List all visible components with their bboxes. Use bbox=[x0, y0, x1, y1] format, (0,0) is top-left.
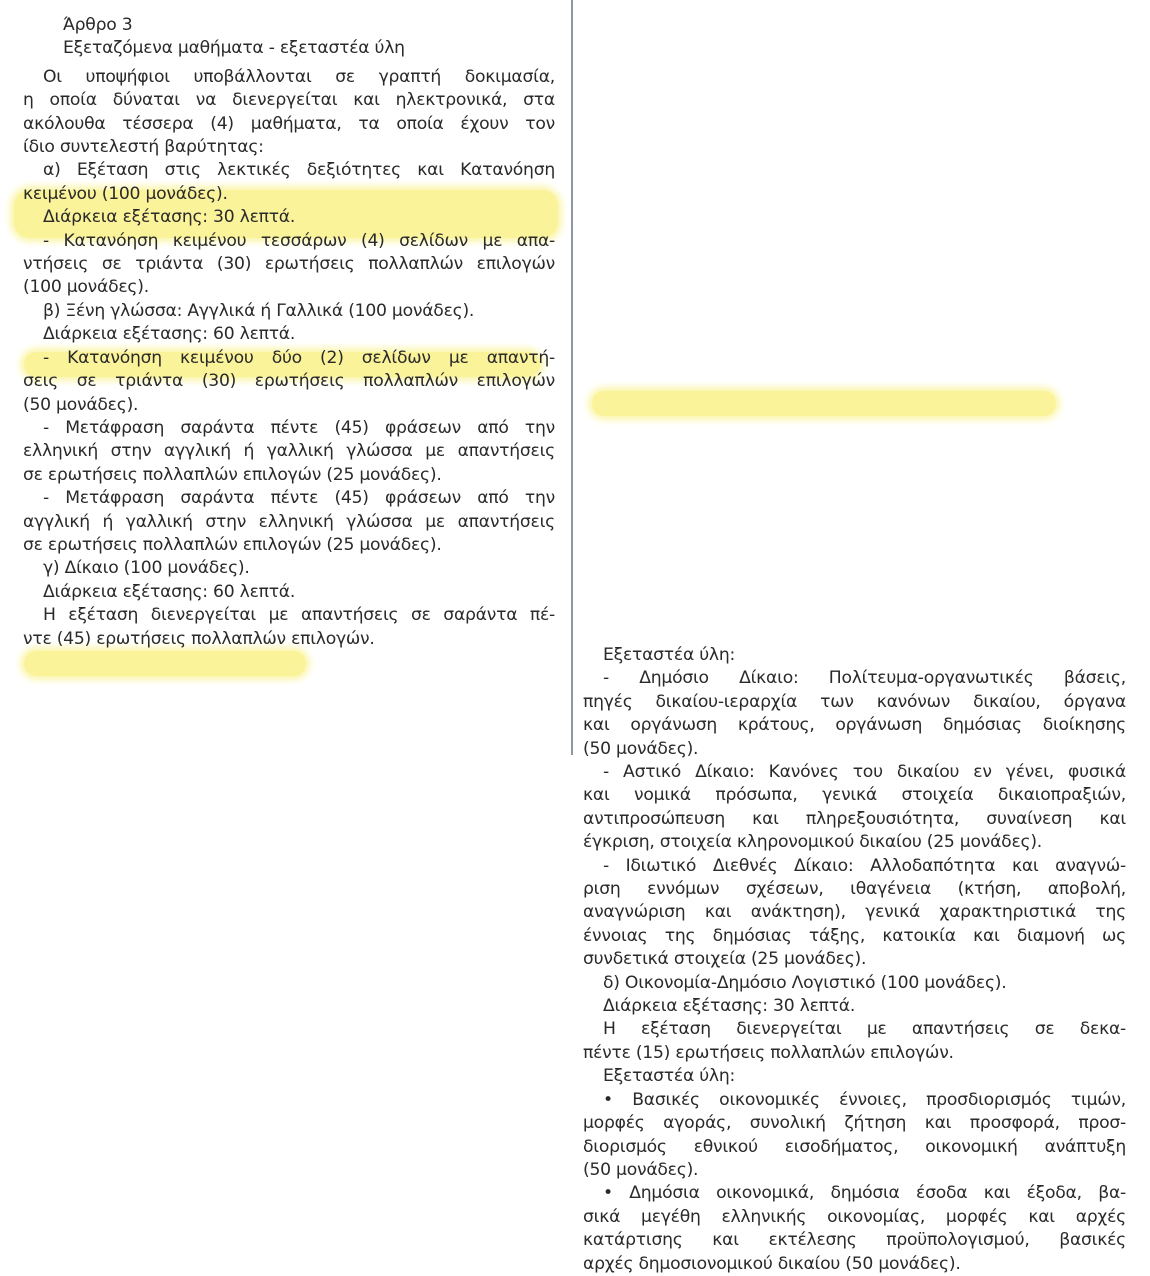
b-item-line: σε ερωτήσεις πολλαπλών επιλογών (25 μονάδες). bbox=[23, 464, 442, 485]
duration-c: Διάρκεια εξέτασης: 60 λεπτά. bbox=[43, 581, 296, 602]
highlight-subject-c bbox=[24, 651, 306, 676]
syllabus-label-d: Εξεταστέα ύλη: bbox=[603, 1066, 736, 1087]
right-column bbox=[583, 644, 1126, 1276]
duration-d: Διάρκεια εξέτασης: 30 λεπτά. bbox=[603, 996, 856, 1017]
d-item-line: σικά μεγέθη ελληνικής οικονομίας, μορφές και αρχές bbox=[583, 1206, 1126, 1227]
c-item-line: ριση εννόμων σχέσεων, ιθαγένεια (κτήση, αποβολή, bbox=[583, 879, 1126, 900]
b-item-line: σε ερωτήσεις πολλαπλών επιλογών (25 μονάδες). bbox=[23, 534, 442, 555]
syllabus-label: Εξεταστέα ύλη: bbox=[603, 644, 736, 665]
a-item-line: - Κατανόηση κειμένου τεσσάρων (4) σελίδων με απα- bbox=[43, 230, 555, 251]
a-item-line: (100 μονάδες). bbox=[23, 277, 149, 298]
intro-line: Οι υποψήφιοι υποβάλλονται σε γραπτή δοκιμασία, bbox=[43, 66, 555, 87]
b-item-line: - Κατανόηση κειμένου δύο (2) σελίδων με απαντή- bbox=[43, 347, 555, 368]
c-item-line: έννοιας της δημόσιας τάξης, κατοικία και διαμονή ως bbox=[583, 925, 1126, 946]
c-item-line: πηγές δικαίου-ιεραρχία των κανόνων δικαίου, όργανα bbox=[583, 691, 1126, 712]
subject-a-heading: α) Εξέταση στις λεκτικές δεξιότητες και Κατανόηση bbox=[43, 160, 555, 181]
b-item-line: (50 μονάδες). bbox=[23, 394, 139, 415]
highlight-subject-d bbox=[592, 391, 1056, 416]
c-note-line: ντε (45) ερωτήσεις πολλαπλών επιλογών. bbox=[23, 628, 375, 649]
b-item-line: - Μετάφραση σαράντα πέντε (45) φράσεων από την bbox=[43, 488, 555, 509]
c-item-line: έγκριση, στοιχεία κληρονομικού δικαίου (25 μονάδες). bbox=[583, 832, 1042, 853]
left-column bbox=[23, 14, 555, 651]
intro-line: ίδιο συντελεστή βαρύτητας: bbox=[23, 137, 264, 158]
c-item-line: - Ιδιωτικό Διεθνές Δίκαιο: Αλλοδαπότητα και αναγνώ- bbox=[603, 855, 1126, 876]
d-item-line: (50 μονάδες). bbox=[583, 1159, 699, 1180]
b-item-line: αγγλική ή γαλλική στην ελληνική γλώσσα με απαντήσεις bbox=[23, 511, 555, 532]
c-item-line: και νομικά πρόσωπα, γενικά στοιχεία δικαιοπραξιών, bbox=[583, 785, 1126, 806]
b-item-line: σεις σε τριάντα (30) ερωτήσεις πολλαπλών επιλογών bbox=[23, 371, 555, 392]
article-subtitle: Εξεταζόμενα μαθήματα - εξεταστέα ύλη bbox=[63, 38, 405, 59]
c-note-line: Η εξέταση διενεργείται με απαντήσεις σε σαράντα πέ- bbox=[43, 605, 555, 626]
c-item-line: (50 μονάδες). bbox=[583, 738, 699, 759]
c-item-line: συνδετικά στοιχεία (25 μονάδες). bbox=[583, 949, 867, 970]
a-item-line: ντήσεις σε τριάντα (30) ερωτήσεις πολλαπλών επιλογών bbox=[23, 254, 555, 275]
subject-c-heading: γ) Δίκαιο (100 μονάδες). bbox=[43, 558, 250, 579]
d-item-line: • Δημόσια οικονομικά, δημόσια έσοδα και έξοδα, βα- bbox=[603, 1183, 1126, 1204]
b-item-line: ελληνική στην αγγλική ή γαλλική γλώσσα με απαντήσεις bbox=[23, 441, 555, 462]
intro-line: ακόλουθα τέσσερα (4) μαθήματα, τα οποία έχουν τον bbox=[23, 113, 555, 134]
d-item-line: κατάρτισης και εκτέλεσης προϋπολογισμού, βασικές bbox=[583, 1230, 1126, 1251]
subject-a-heading: κειμένου (100 μονάδες). bbox=[23, 183, 228, 204]
intro-line: η οποία δύναται να διενεργείται και ηλεκτρονικά, στα bbox=[23, 90, 555, 111]
d-note-line: Η εξέταση διενεργείται με απαντήσεις σε δεκα- bbox=[603, 1019, 1126, 1040]
d-item-line: μορφές αγοράς, συνολική ζήτηση και προσφορά, προσ- bbox=[583, 1113, 1126, 1134]
b-item-line: - Μετάφραση σαράντα πέντε (45) φράσεων από την bbox=[43, 417, 555, 438]
subject-b-heading: β) Ξένη γλώσσα: Αγγλικά ή Γαλλικά (100 μονάδες). bbox=[43, 300, 475, 321]
c-item-line: - Αστικό Δίκαιο: Κανόνες του δικαίου εν γένει, φυσικά bbox=[603, 762, 1126, 782]
d-item-line: • Βασικές οικονομικές έννοιες, προσδιορισμός τιμών, bbox=[603, 1089, 1126, 1110]
c-item-line: και οργάνωση κράτους, οργάνωση δημόσιας διοίκησης bbox=[583, 715, 1126, 736]
d-item-line: αρχές δημοσιονομικού δικαίου (50 μονάδες). bbox=[583, 1253, 961, 1274]
duration-b: Διάρκεια εξέτασης: 60 λεπτά. bbox=[43, 324, 296, 345]
c-item-line: - Δημόσιο Δίκαιο: Πολίτευμα-οργανωτικές βάσεις, bbox=[603, 668, 1126, 689]
subject-d-heading: δ) Οικονομία-Δημόσιο Λογιστικό (100 μονάδες). bbox=[603, 972, 1007, 993]
c-item-line: αντιπροσώπευση και πληρεξουσιότητα, συναίνεση και bbox=[583, 808, 1126, 829]
c-item-line: αναγνώριση και ανάκτηση), γενικά χαρακτηριστικά της bbox=[583, 902, 1126, 923]
column-divider bbox=[571, 0, 573, 755]
d-note-line: πέντε (15) ερωτήσεις πολλαπλών επιλογών. bbox=[583, 1042, 954, 1063]
d-item-line: διορισμός εθνικού εισοδήματος, οικονομική ανάπτυξη bbox=[583, 1136, 1126, 1157]
article-title: Άρθρο 3 bbox=[63, 15, 133, 35]
duration-a: Διάρκεια εξέτασης: 30 λεπτά. bbox=[43, 207, 296, 228]
